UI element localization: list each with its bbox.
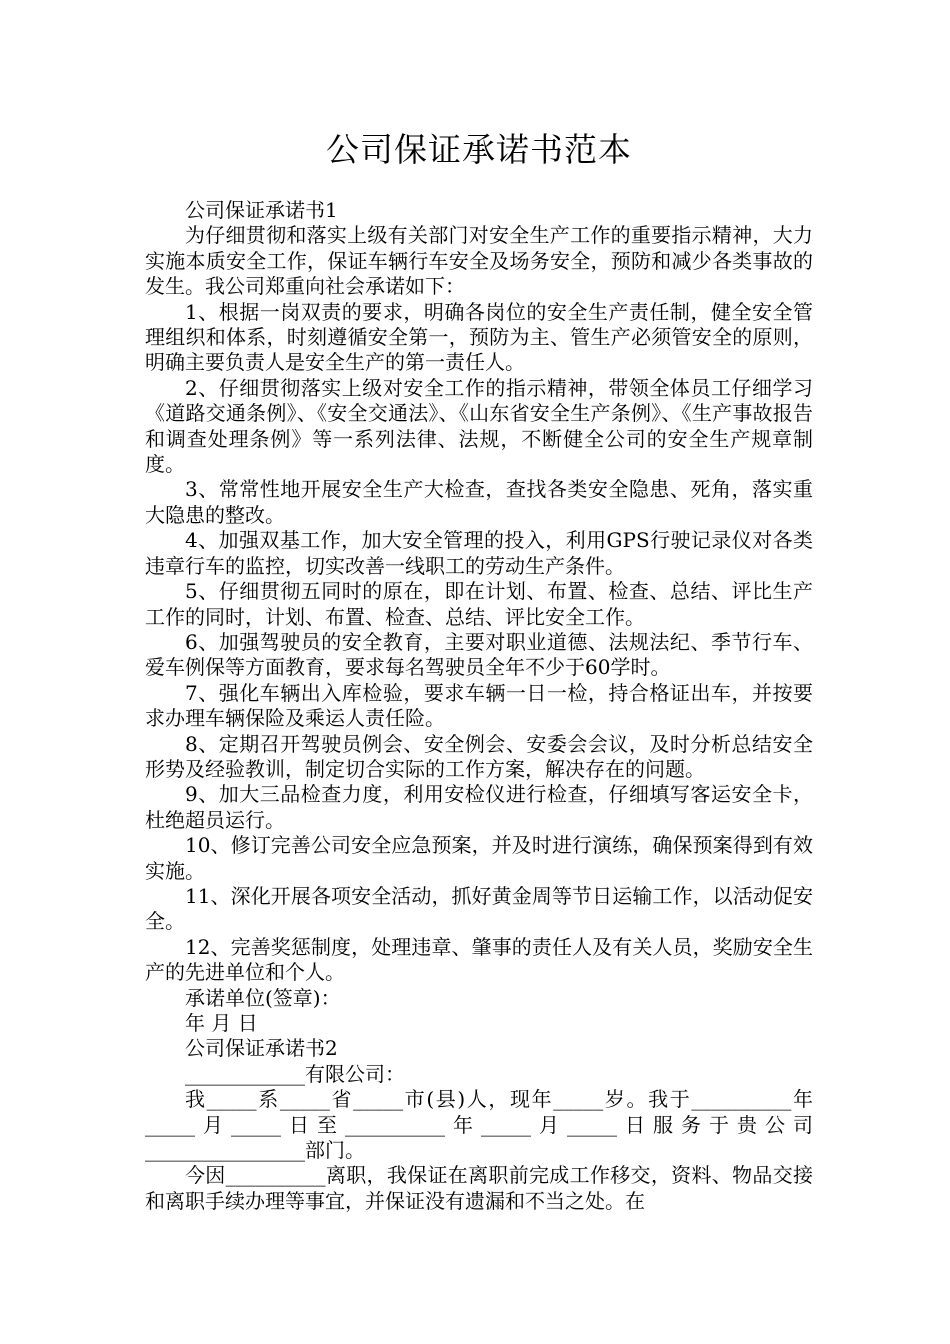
pledge-item-11: 11、深化开展各项安全活动，抓好黄金周等节日运输工作，以活动促安全。 — [145, 883, 813, 934]
pledge-item-8: 8、定期召开驾驶员例会、安全例会、安委会会议，及时分析总结安全形势及经验教训，制定切合实际的工作方案，解决存在的问题。 — [145, 731, 813, 781]
pledge-item-1: 1、根据一岗双责的要求，明确各岗位的安全生产责任制，健全安全管理组织和体系，时刻遵循安全第一，预防为主、管生产必须管安全的原则，明确主要负责人是安全生产的第一责任人。 — [145, 299, 813, 375]
pledge-item-4: 4、加强双基工作，加大安全管理的投入，利用GPS行驶记录仪对各类违章行车的监控，切实改善一线职工的劳动生产条件。 — [145, 528, 813, 578]
pledge-item-2: 2、仔细贯彻落实上级对安全工作的指示精神，带领全体员工仔细学习《道路交通条例》、《安全交通法》、《山东省安全生产条例》、《生产事故报告和调查处理条例》等一系列法律、法规，不断健全公司的安全生产规章制度。 — [145, 375, 813, 477]
document-body — [145, 198, 813, 1214]
section-heading-1: 公司保证承诺书1 — [185, 198, 338, 222]
pledge-item-9: 9、加大三品检查力度，利用安检仪进行检查，仔细填写客运安全卡，杜绝超员运行。 — [145, 782, 813, 832]
pledge-item-7: 7、强化车辆出入库检验，要求车辆一日一检，持合格证出车，并按要求办理车辆保险及乘运人责任险。 — [145, 680, 813, 731]
applicant-info-paragraph: 我_____系_____省_____市(县)人，现年_____岁。我于__________年_____月_____日至__________年_____月_____日服务于贵公司________________部门。 — [145, 1087, 813, 1163]
pledge-item-5: 5、仔细贯彻五同时的原在，即在计划、布置、检查、总结、评比生产工作的同时，计划、布置、检查、总结、评比安全工作。 — [145, 579, 813, 629]
pledge-item-12: 12、完善奖惩制度，处理违章、肇事的责任人及有关人员，奖励安全生产的先进单位和个人。 — [145, 934, 813, 985]
pledge-item-10: 10、修订完善公司安全应急预案，并及时进行演练，确保预案得到有效实施。 — [145, 833, 813, 883]
intro-paragraph: 为仔细贯彻和落实上级有关部门对安全生产工作的重要指示精神，大力实施本质安全工作，保证车辆行车安全及场务安全，预防和减少各类事故的发生。我公司郑重向社会承诺如下： — [145, 223, 813, 299]
date-line: 年 月 日 — [185, 1011, 258, 1035]
section-heading-2: 公司保证承诺书2 — [185, 1036, 338, 1061]
addressee-line: ____________有限公司： — [185, 1061, 405, 1086]
signature-line: 承诺单位(签章)： — [185, 985, 341, 1010]
pledge-item-3: 3、常常性地开展安全生产大检查，查找各类安全隐患、死角，落实重大隐患的整改。 — [145, 477, 813, 527]
document-title: 公司保证承诺书范本 — [326, 130, 632, 169]
pledge-item-6: 6、加强驾驶员的安全教育，主要对职业道德、法规法纪、季节行车、爱车例保等方面教育，要求每名驾驶员全年不少于60学时。 — [145, 629, 813, 680]
resignation-paragraph: 今因__________离职，我保证在离职前完成工作移交，资料、物品交接和离职手续办理等事宜，并保证没有遗漏和不当之处。在 — [145, 1163, 813, 1213]
